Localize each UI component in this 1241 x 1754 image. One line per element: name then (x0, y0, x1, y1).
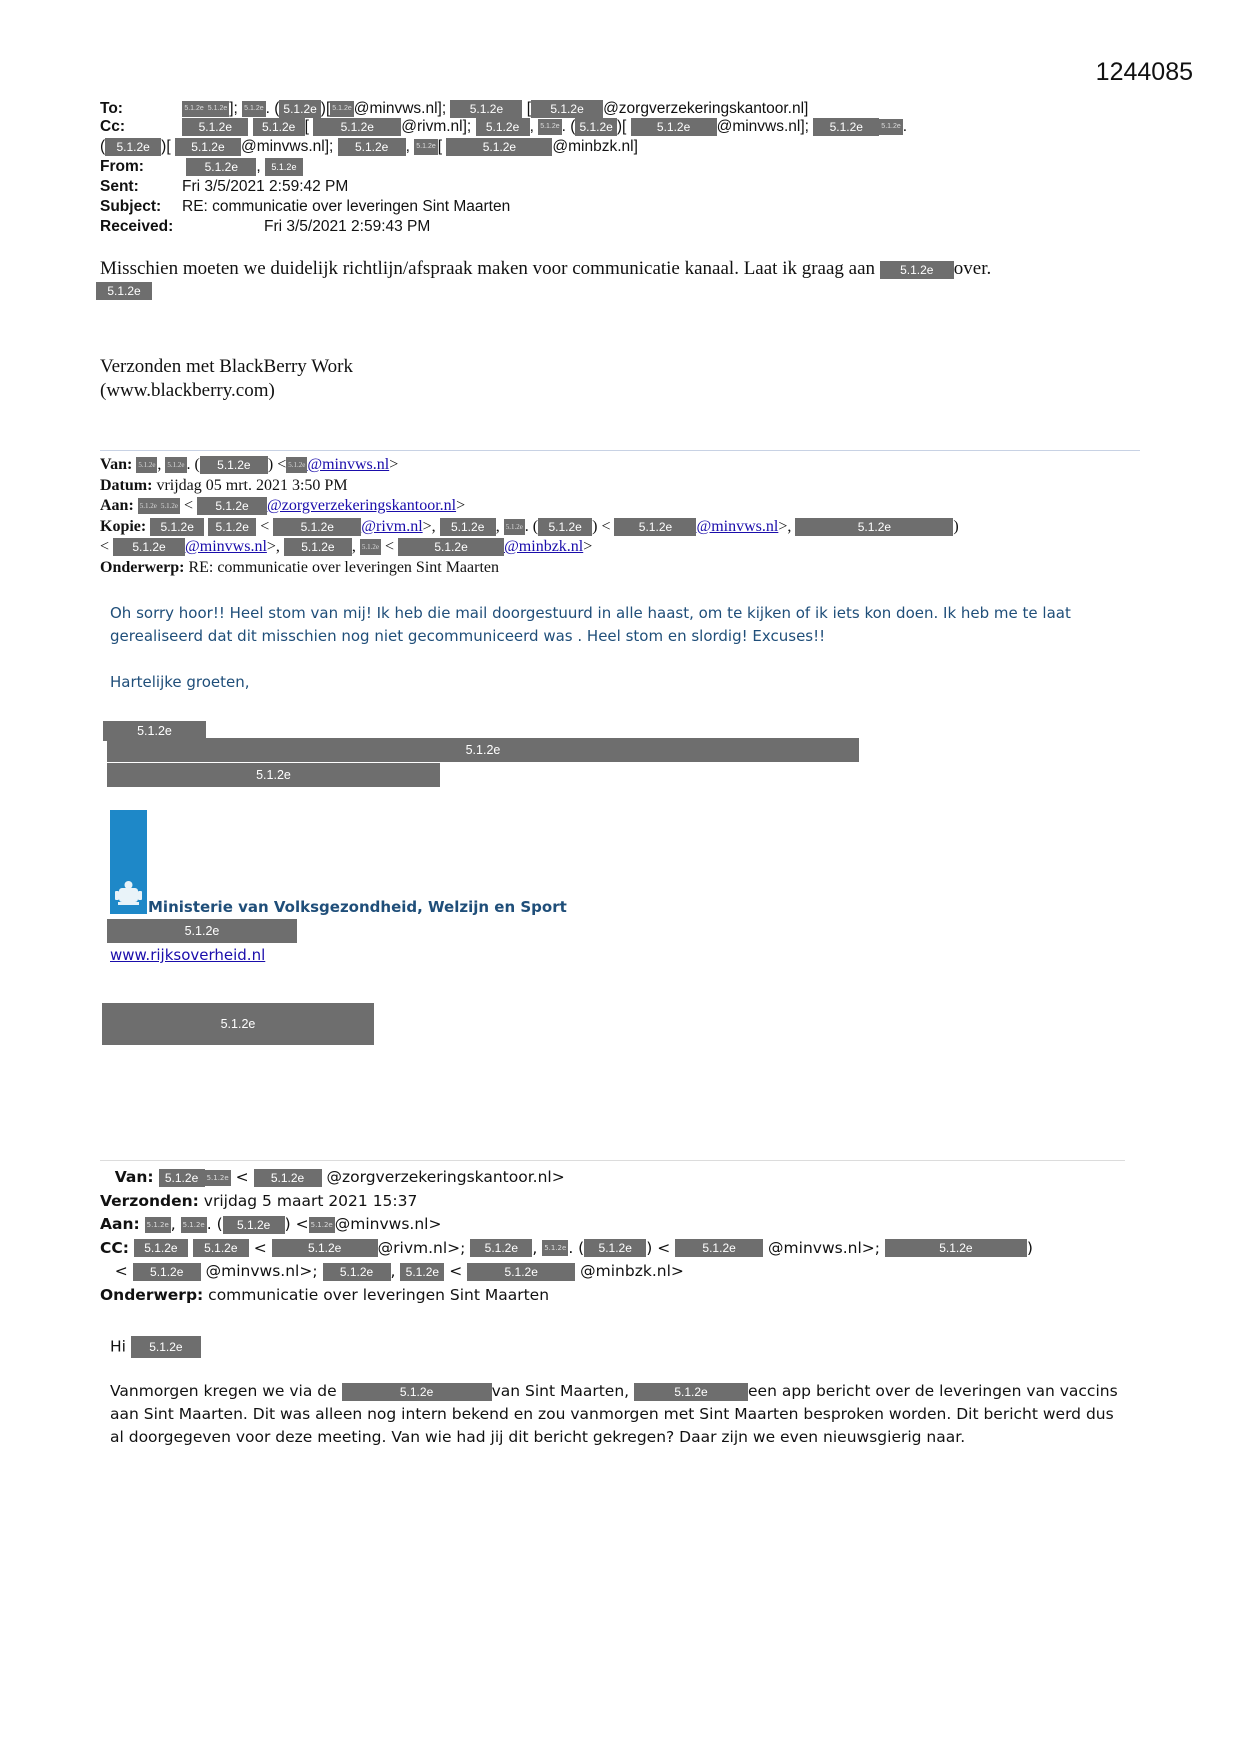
redaction: 5.1.2e (400, 1263, 444, 1281)
cc-minvws: @minvws.nl]; (716, 118, 809, 136)
cc-row-3b: < 5.1.2e @minvws.nl>; 5.1.2e , 5.1.2e < 5.1.2e @minbzk.nl> (100, 1262, 684, 1280)
redaction: 5.1.2e (96, 282, 152, 300)
hi-text: Hi (110, 1337, 126, 1356)
redaction-title: 5.1.2e (107, 738, 859, 762)
redaction: 5.1.2e (181, 1217, 207, 1233)
van-email-3: @zorgverzekeringskantoor.nl> (326, 1168, 565, 1186)
redaction: 5.1.2e (284, 538, 352, 556)
ministry-name: Ministerie van Volksgezondheid, Welzijn en Sport (148, 898, 567, 916)
van-row: Van: 5.1.2e , 5.1.2e . ( 5.1.2e ) < 5.1.2e @minvws.nl> (100, 456, 399, 473)
redaction: 5.1.2e (206, 101, 229, 117)
redaction: 5.1.2e (450, 100, 522, 118)
redaction: 5.1.2e (200, 456, 268, 474)
redaction: 5.1.2e (150, 518, 204, 536)
cc-label-3: CC: (100, 1238, 129, 1257)
redaction: 5.1.2e (182, 118, 248, 136)
redaction: 5.1.2e (467, 1263, 575, 1281)
redaction: 5.1.2e (476, 118, 530, 136)
third-body (110, 1380, 1118, 1449)
redaction: 5.1.2e (272, 1239, 378, 1257)
verzonden-label: Verzonden: (100, 1191, 199, 1210)
crest-icon (110, 810, 147, 914)
third-body-line-1 (110, 1380, 1118, 1403)
datum-label: Datum: (100, 476, 153, 494)
received-label: Received: (100, 218, 174, 235)
aan-label: Aan: (100, 497, 134, 514)
to-zorg: @zorgverzekeringskantoor.nl] (603, 100, 809, 118)
signature-line-2: (www.blackberry.com) (100, 380, 275, 401)
redaction: 5.1.2e (360, 539, 381, 555)
redaction-block (96, 282, 152, 300)
onderwerp-row-3 (100, 1284, 1033, 1308)
onderwerp-value-3: communicatie over leveringen Sint Maarten (208, 1285, 550, 1304)
van-label: Van: (100, 456, 133, 473)
third-body-line-3: al doorgegeven voor deze meeting. Van wie had jij dit bericht gekregen? Daar zijn we even nieuwsgierig naar. (110, 1428, 966, 1446)
redaction: 5.1.2e (205, 1170, 231, 1186)
redaction: 5.1.2e (131, 1336, 201, 1358)
redaction: 5.1.2e (504, 519, 525, 535)
redaction: 5.1.2e (795, 518, 953, 536)
redaction: 5.1.2e (134, 1239, 188, 1257)
van-email-link[interactable]: @minvws.nl (307, 456, 390, 473)
blackberry-signature (100, 355, 353, 403)
redaction: 5.1.2e (265, 158, 303, 176)
redaction: 5.1.2e (440, 518, 496, 536)
kopie-label: Kopie: (100, 517, 147, 535)
verzonden-row (100, 1190, 1033, 1214)
redaction-address: 5.1.2e (107, 919, 297, 943)
kopie-row: Kopie: 5.1.2e 5.1.2e < 5.1.2e @rivm.nl>, 5.1.2e , 5.1.2e . ( 5.1.2e ) < 5.1.2e @minvws.nl>, 5.1.2e ) (100, 517, 959, 535)
datum-value: vrijdag 05 mrt. 2021 3:50 PM (156, 476, 348, 494)
redaction: 5.1.2e (538, 518, 592, 536)
website-link[interactable] (110, 946, 265, 964)
sent-label: Sent: (100, 178, 139, 195)
redaction: 5.1.2e (446, 138, 552, 156)
cc-minvws-2: @minvws.nl]; (240, 138, 334, 156)
onderwerp-label-3: Onderwerp: (100, 1285, 204, 1304)
rijksoverheid-logo (110, 810, 147, 914)
sent-row (100, 178, 348, 196)
redaction: 5.1.2e (136, 457, 157, 473)
redaction-name: 5.1.2e (103, 721, 206, 741)
redaction: 5.1.2e (197, 497, 267, 515)
redaction: 5.1.2e (614, 518, 696, 536)
redaction-block-large: 5.1.2e (102, 1003, 374, 1045)
aan-label-3: Aan: (100, 1215, 140, 1233)
hi-line (110, 1336, 201, 1358)
redaction: 5.1.2e (542, 1240, 568, 1256)
redaction: 5.1.2e (273, 518, 361, 536)
redaction: 5.1.2e (165, 457, 186, 473)
van-row-3: Van: 5.1.2e 5.1.2e < 5.1.2e @zorgverzekeringskantoor.nl> (114, 1168, 565, 1186)
kopie-minvws-2-link[interactable]: @minvws.nl (185, 538, 267, 555)
redaction: 5.1.2e (634, 1383, 748, 1401)
redaction: 5.1.2e (470, 1239, 532, 1257)
second-header (100, 455, 959, 578)
onderwerp-label: Onderwerp: (100, 558, 185, 576)
redaction: 5.1.2e (186, 158, 256, 176)
redaction: 5.1.2e (193, 1239, 249, 1257)
redaction: 5.1.2e (330, 101, 353, 117)
redaction: 5.1.2e (338, 138, 406, 156)
redaction: 5.1.2e (309, 1217, 335, 1233)
sent-value: Fri 3/5/2021 2:59:42 PM (182, 178, 349, 195)
cc-minvws2-3: @minvws.nl>; (205, 1262, 318, 1280)
redaction: 5.1.2e (254, 1169, 322, 1187)
cc-minbzk-3: @minbzk.nl> (580, 1262, 684, 1280)
aan-email-link[interactable]: @zorgverzekeringskantoor.nl (267, 497, 457, 514)
cc-minvws-3: @minvws.nl>; (768, 1238, 880, 1257)
to-row: To: 5.1.2e 5.1.2e ]; 5.1.2e . ( 5.1.2e )[ 5.1.2e @minvws.nl]; 5.1.2e [ 5.1.2e @zorgverzekeringskantoor.nl] (100, 100, 809, 118)
subject-value: RE: communicatie over leveringen Sint Maarten (182, 198, 511, 215)
redaction: 5.1.2e (159, 498, 180, 514)
cc-rivm-3: @rivm.nl>; (377, 1238, 466, 1257)
cc-minbzk: @minbzk.nl] (552, 138, 638, 156)
redaction: 5.1.2e (880, 261, 954, 279)
separator-2 (100, 1160, 1125, 1161)
redaction: 5.1.2e (885, 1239, 1027, 1257)
redaction: 5.1.2e (159, 1169, 205, 1187)
received-row (100, 218, 430, 236)
body-text-after: over. (953, 258, 992, 279)
cc-label: Cc: (100, 118, 125, 136)
aan-row: Aan: 5.1.2e 5.1.2e < 5.1.2e @zorgverzekeringskantoor.nl> (100, 497, 466, 514)
second-body (110, 602, 1071, 694)
verzonden-value: vrijdag 5 maart 2021 15:37 (203, 1191, 418, 1210)
redaction: 5.1.2e (138, 498, 159, 514)
from-label: From: (100, 158, 144, 176)
redaction: 5.1.2e (113, 538, 185, 556)
aan-row-3: Aan: 5.1.2e , 5.1.2e . ( 5.1.2e ) < 5.1.2e @minvws.nl> (100, 1215, 442, 1233)
onderwerp-row (100, 558, 959, 579)
subject-row (100, 198, 510, 216)
second-body-line-2: gerealiseerd dat dit misschien nog niet gecommuniceerd was . Heel stom en slordig! Excuses!! (110, 627, 826, 645)
redaction: 5.1.2e (575, 118, 616, 136)
first-body-text (100, 258, 991, 280)
document-id: 1244085 (1095, 58, 1193, 86)
cc-row-3: CC: 5.1.2e 5.1.2e < 5.1.2e @rivm.nl>; 5.1.2e , 5.1.2e . ( 5.1.2e ) < 5.1.2e @minvws.nl>; 5.1.2e ) (100, 1238, 1033, 1257)
to-minvws: @minvws.nl]; (353, 100, 447, 118)
subject-label: Subject: (100, 198, 162, 215)
kopie-row-2: < 5.1.2e @minvws.nl>, 5.1.2e , 5.1.2e < 5.1.2e @minbzk.nl> (100, 538, 593, 555)
p1-b: van Sint Maarten, (491, 1382, 630, 1400)
greeting: Hartelijke groeten, (110, 673, 250, 691)
redaction: 5.1.2e (323, 1263, 391, 1281)
redaction: 5.1.2e (279, 100, 320, 118)
p1-c: een app bericht over de leveringen van vaccins (748, 1382, 1118, 1400)
redaction-department: 5.1.2e (107, 763, 440, 787)
onderwerp-value: RE: communicatie over leveringen Sint Maarten (188, 558, 500, 576)
redaction: 5.1.2e (105, 138, 161, 156)
received-value: Fri 3/5/2021 2:59:43 PM (264, 218, 431, 235)
redaction: 5.1.2e (242, 101, 265, 117)
separator-1 (100, 450, 1140, 451)
redaction: 5.1.2e (182, 101, 205, 117)
redaction: 5.1.2e (538, 119, 561, 135)
redaction: 5.1.2e (813, 118, 879, 136)
cc-row-2: ( 5.1.2e )[ 5.1.2e @minvws.nl]; 5.1.2e , 5.1.2e [ 5.1.2e @minbzk.nl] (100, 138, 638, 156)
from-row: From: 5.1.2e , 5.1.2e (100, 158, 303, 176)
redaction: 5.1.2e (133, 1263, 201, 1281)
redaction: 5.1.2e (286, 457, 307, 473)
redaction: 5.1.2e (879, 119, 902, 135)
body-text-before: Misschien moeten we duidelijk richtlijn/afspraak maken voor communicatie kanaal. Laat ik graag aan (100, 258, 876, 279)
redaction: 5.1.2e (145, 1217, 171, 1233)
redaction: 5.1.2e (531, 100, 603, 118)
third-body-line-2: aan Sint Maarten. Dit was alleen nog intern bekend en zou vanmorgen met Sint Maarten besproken worden. Dit bericht werd dus (110, 1405, 1114, 1423)
redaction: 5.1.2e (342, 1383, 492, 1401)
cc-row: Cc: 5.1.2e 5.1.2e [ 5.1.2e @rivm.nl]; 5.1.2e , 5.1.2e . ( 5.1.2e )[ 5.1.2e @minvws.nl]; 5.1.2e 5.1.2e . (100, 118, 908, 136)
kopie-rivm-link[interactable]: @rivm.nl (361, 517, 423, 535)
redaction: 5.1.2e (631, 118, 717, 136)
signature-line-1: Verzonden met BlackBerry Work (100, 356, 353, 377)
redaction: 5.1.2e (313, 118, 401, 136)
kopie-minvws-link[interactable]: @minvws.nl (696, 517, 779, 535)
redaction: 5.1.2e (584, 1239, 646, 1257)
redaction: 5.1.2e (414, 139, 437, 155)
kopie-minbzk-link[interactable]: @minbzk.nl (504, 538, 584, 555)
van-label-3: Van: (114, 1168, 154, 1186)
redaction: 5.1.2e (223, 1216, 285, 1234)
website-text[interactable]: www.rijksoverheid.nl (110, 946, 266, 964)
redaction: 5.1.2e (175, 138, 241, 156)
redaction: 5.1.2e (253, 118, 305, 136)
to-label: To: (100, 100, 123, 118)
cc-rivm: @rivm.nl]; (401, 118, 472, 136)
redaction: 5.1.2e (208, 518, 256, 536)
second-body-line-1: Oh sorry hoor!! Heel stom van mij! Ik heb die mail doorgestuurd in alle haast, om te kijken of ik iets kon doen. Ik heb me te laat (110, 604, 1071, 622)
redaction: 5.1.2e (398, 538, 504, 556)
p1-a: Vanmorgen kregen we via de (110, 1382, 337, 1400)
aan-email-3: @minvws.nl> (334, 1215, 442, 1233)
third-header (100, 1166, 1033, 1307)
redaction: 5.1.2e (675, 1239, 763, 1257)
datum-row (100, 476, 959, 497)
